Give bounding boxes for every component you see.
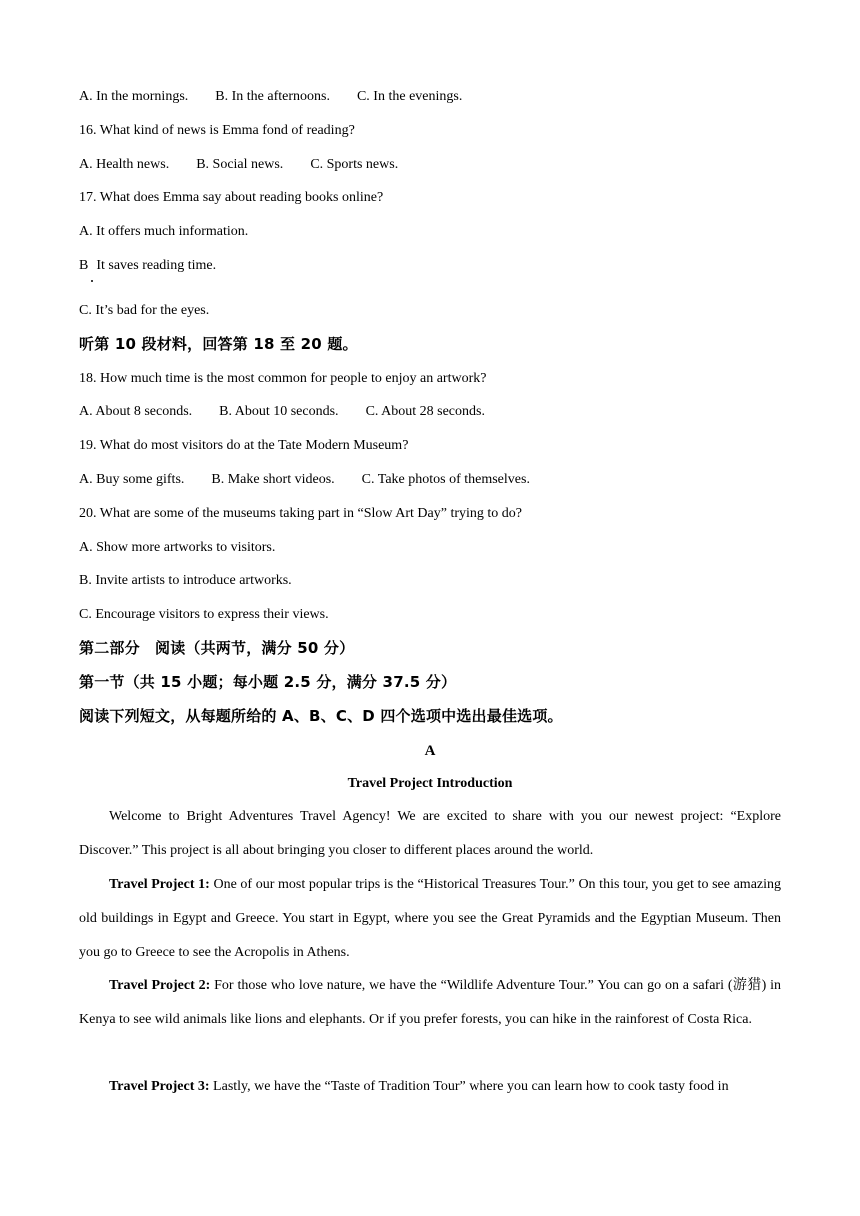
q20-question: 20. What are some of the museums taking part in “Slow Art Day” trying to do? <box>79 506 522 521</box>
q19-question: 19. What do most visitors do at the Tate Modern Museum? <box>79 438 409 453</box>
p1-text: One of our most popular trips is the “Historical Treasures Tour.” On this tour, you get to see amazing old buildings in Egypt and Greece. You start in Egypt, where you see the Great Pyramids and the Egyptian Museum. Then you go to Greece to see the Acropolis in Athens. <box>79 877 782 960</box>
q17-option-b-row <box>79 257 216 275</box>
q18-options <box>79 403 485 421</box>
q19-options <box>79 471 530 489</box>
q17-option-c: C. It’s bad for the eyes. <box>79 303 210 318</box>
q17-question: 17. What does Emma say about reading books online? <box>79 190 384 205</box>
q20-option-a: A. Show more artworks to visitors. <box>79 540 276 555</box>
q16-option-b: B. Social news. <box>196 157 284 172</box>
q15-option-b: B. In the afternoons. <box>215 89 330 104</box>
q20-option-b: B. Invite artists to introduce artworks. <box>79 573 292 588</box>
q19-option-a: A. Buy some gifts. <box>79 472 185 487</box>
q18-question: 18. How much time is the most common for people to enjoy an artwork? <box>79 371 487 386</box>
q16-option-c: C. Sports news. <box>310 157 399 172</box>
q18-option-a: A. About 8 seconds. <box>79 404 193 419</box>
passage-paragraph-2 <box>79 969 781 1037</box>
p2-text: For those who love nature, we have the “Wildlife Adventure Tour.” You can go on a safari (游猎) in Kenya to see wild animals like lions and elephants. Or if you prefer forests, you can hike in the rainforest of Costa Rica. <box>79 978 782 1027</box>
p3-text: Lastly, we have the “Taste of Tradition Tour” where you can learn how to cook tasty food in <box>209 1079 729 1094</box>
passage-paragraph-3 <box>79 1070 781 1104</box>
p1-label: Travel Project 1: <box>109 877 210 892</box>
reading-instruction: 阅读下列短文，从每题所给的 A、B、C、D 四个选项中选出最佳选项。 <box>79 707 563 725</box>
q20-option-c: C. Encourage visitors to express their views. <box>79 607 329 622</box>
q17-option-b-text: It saves reading time. <box>96 258 217 273</box>
passage-title: Travel Project Introduction <box>347 776 513 791</box>
passage-letter: A <box>424 743 436 759</box>
q18-option-b: B. About 10 seconds. <box>219 404 339 419</box>
passage-intro: Welcome to Bright Adventures Travel Agency! We are excited to share with you our newest project: “Explore Discover.” This project is all about bringing you closer to different places around the world. <box>79 809 781 858</box>
q17-option-b-letter: B <box>79 258 89 273</box>
q15-option-c: C. In the evenings. <box>356 89 463 104</box>
q19-option-c: C. Take photos of themselves. <box>361 472 530 487</box>
passage-paragraph-1 <box>79 868 781 969</box>
q19-option-b: B. Make short videos. <box>211 472 335 487</box>
section1-heading: 第一节（共 15 小题；每小题 2.5 分，满分 37.5 分） <box>79 673 457 691</box>
q16-question: 16. What kind of news is Emma fond of reading? <box>79 123 355 138</box>
q16-option-a: A. Health news. <box>79 157 170 172</box>
part2-heading: 第二部分 阅读（共两节，满分 50 分） <box>79 639 355 657</box>
q18-option-c: C. About 28 seconds. <box>365 404 485 419</box>
q15-options <box>79 88 462 106</box>
q17-option-a: A. It offers much information. <box>79 224 249 239</box>
q16-options <box>79 156 398 174</box>
q15-option-a: A. In the mornings. <box>79 89 189 104</box>
section-heading-10: 听第 10 段材料，回答第 18 至 20 题。 <box>79 335 358 353</box>
p3-label: Travel Project 3: <box>109 1079 210 1094</box>
stray-dot <box>91 280 93 282</box>
p2-label: Travel Project 2: <box>109 978 211 993</box>
